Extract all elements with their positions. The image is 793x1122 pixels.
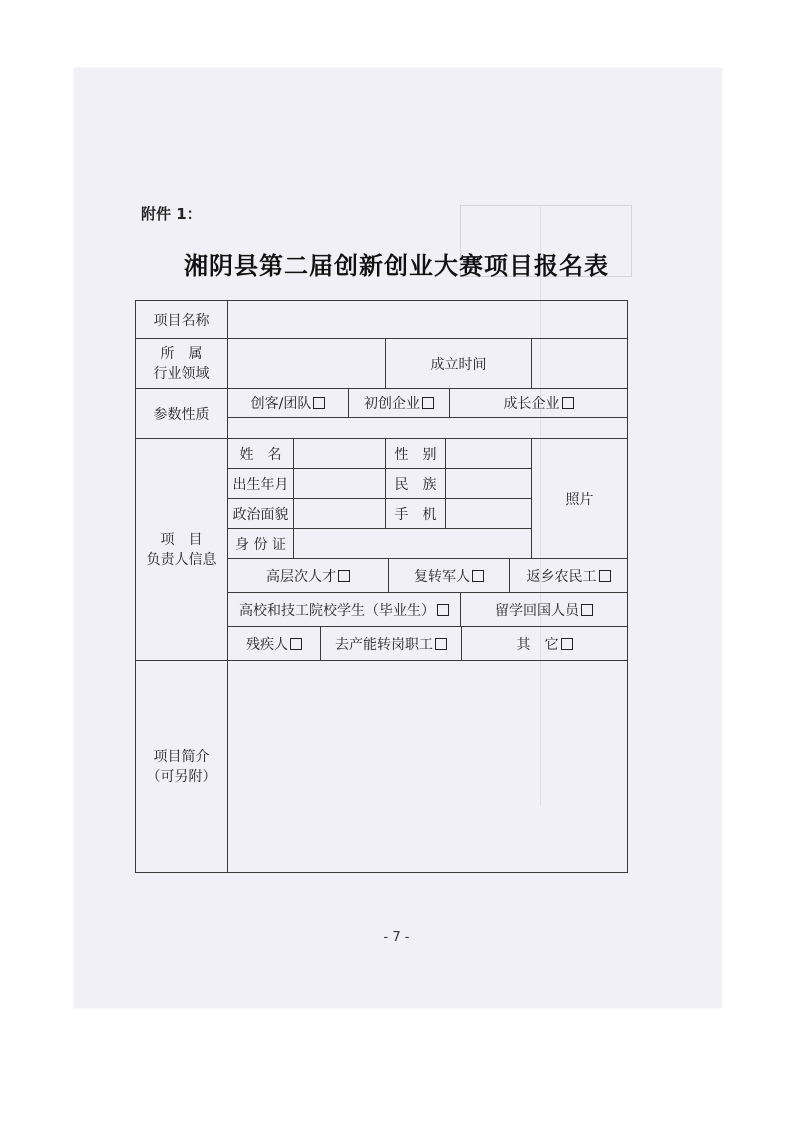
label-politics: 政治面貌 <box>228 499 294 529</box>
row-summary <box>136 661 628 873</box>
checkbox-growth[interactable] <box>562 397 574 409</box>
label-participation-type: 参数性质 <box>136 389 228 439</box>
summary-line2: （可另附） <box>146 768 217 785</box>
label-summary <box>136 661 228 873</box>
label-industry <box>136 339 228 389</box>
field-name[interactable] <box>294 439 386 469</box>
checkbox-maker[interactable] <box>313 397 325 409</box>
label-name: 姓 名 <box>228 439 294 469</box>
label-ethnicity: 民 族 <box>386 469 446 499</box>
form-title: 湘阴县第二届创新创业大赛项目报名表 <box>184 251 609 280</box>
option-maker-label: 创客/团队 <box>250 396 312 412</box>
option-other[interactable] <box>462 627 627 660</box>
row-industry <box>136 339 628 389</box>
option-returning-worker[interactable] <box>510 559 627 592</box>
page-number: - 7 - <box>383 930 410 945</box>
row-name <box>136 439 628 469</box>
checkbox-other[interactable] <box>561 638 573 650</box>
field-founded-time[interactable] <box>532 339 628 389</box>
option-other-label: 其 它 <box>516 636 559 653</box>
checkbox-returning[interactable] <box>599 570 611 582</box>
option-growth-label: 成长企业 <box>503 396 560 412</box>
option-student[interactable] <box>228 593 461 626</box>
option-disabled[interactable] <box>228 627 321 660</box>
option-talent[interactable] <box>228 559 389 592</box>
label-phone: 手 机 <box>386 499 446 529</box>
field-industry[interactable] <box>228 339 386 389</box>
option-student-label: 高校和技工院校学生（毕业生） <box>239 602 435 619</box>
field-phone[interactable] <box>446 499 532 529</box>
field-id-card[interactable] <box>294 529 532 559</box>
attachment-label: 附件 1： <box>141 205 202 223</box>
field-politics[interactable] <box>294 499 386 529</box>
row-participation-type <box>136 389 628 439</box>
label-leader-section <box>136 439 228 661</box>
label-founded-time: 成立时间 <box>386 339 532 389</box>
label-project-name: 项目名称 <box>136 301 228 339</box>
field-birth[interactable] <box>294 469 386 499</box>
option-startup[interactable] <box>349 389 450 417</box>
option-reemploy-label: 去产能转岗职工 <box>335 636 433 653</box>
checkbox-reemploy[interactable] <box>435 638 447 650</box>
checkbox-startup[interactable] <box>422 397 434 409</box>
row-project-name <box>136 301 628 339</box>
field-ethnicity[interactable] <box>446 469 532 499</box>
option-reemploy[interactable] <box>321 627 462 660</box>
option-overseas-label: 留学回国人员 <box>495 602 580 619</box>
field-summary[interactable] <box>228 661 628 873</box>
option-veteran[interactable] <box>389 559 510 592</box>
checkbox-disabled[interactable] <box>290 638 302 650</box>
option-startup-label: 初创企业 <box>364 396 420 412</box>
label-gender: 性 别 <box>386 439 446 469</box>
option-returning-label: 返乡农民工 <box>526 568 597 585</box>
label-industry-line2: 行业领域 <box>153 365 210 382</box>
leader-section-line1: 项 目 <box>160 531 203 548</box>
checkbox-talent[interactable] <box>338 570 350 582</box>
checkbox-veteran[interactable] <box>472 570 484 582</box>
option-veteran-label: 复转军人 <box>414 568 470 585</box>
registration-form <box>135 300 628 873</box>
option-overseas[interactable] <box>461 593 627 626</box>
label-id-card: 身 份 证 <box>228 529 294 559</box>
checkbox-overseas[interactable] <box>581 604 593 616</box>
field-gender[interactable] <box>446 439 532 469</box>
label-industry-line1: 所 属 <box>160 345 203 362</box>
label-birth: 出生年月 <box>228 469 294 499</box>
summary-line1: 项目简介 <box>153 748 210 765</box>
option-disabled-label: 残疾人 <box>246 636 288 653</box>
option-talent-label: 高层次人才 <box>266 568 336 585</box>
photo-box[interactable]: 照片 <box>532 439 628 559</box>
checkbox-student[interactable] <box>437 604 449 616</box>
option-growth[interactable] <box>450 389 627 417</box>
field-project-name[interactable] <box>228 301 628 339</box>
option-maker-team[interactable] <box>228 389 349 417</box>
leader-section-line2: 负责人信息 <box>146 551 217 568</box>
